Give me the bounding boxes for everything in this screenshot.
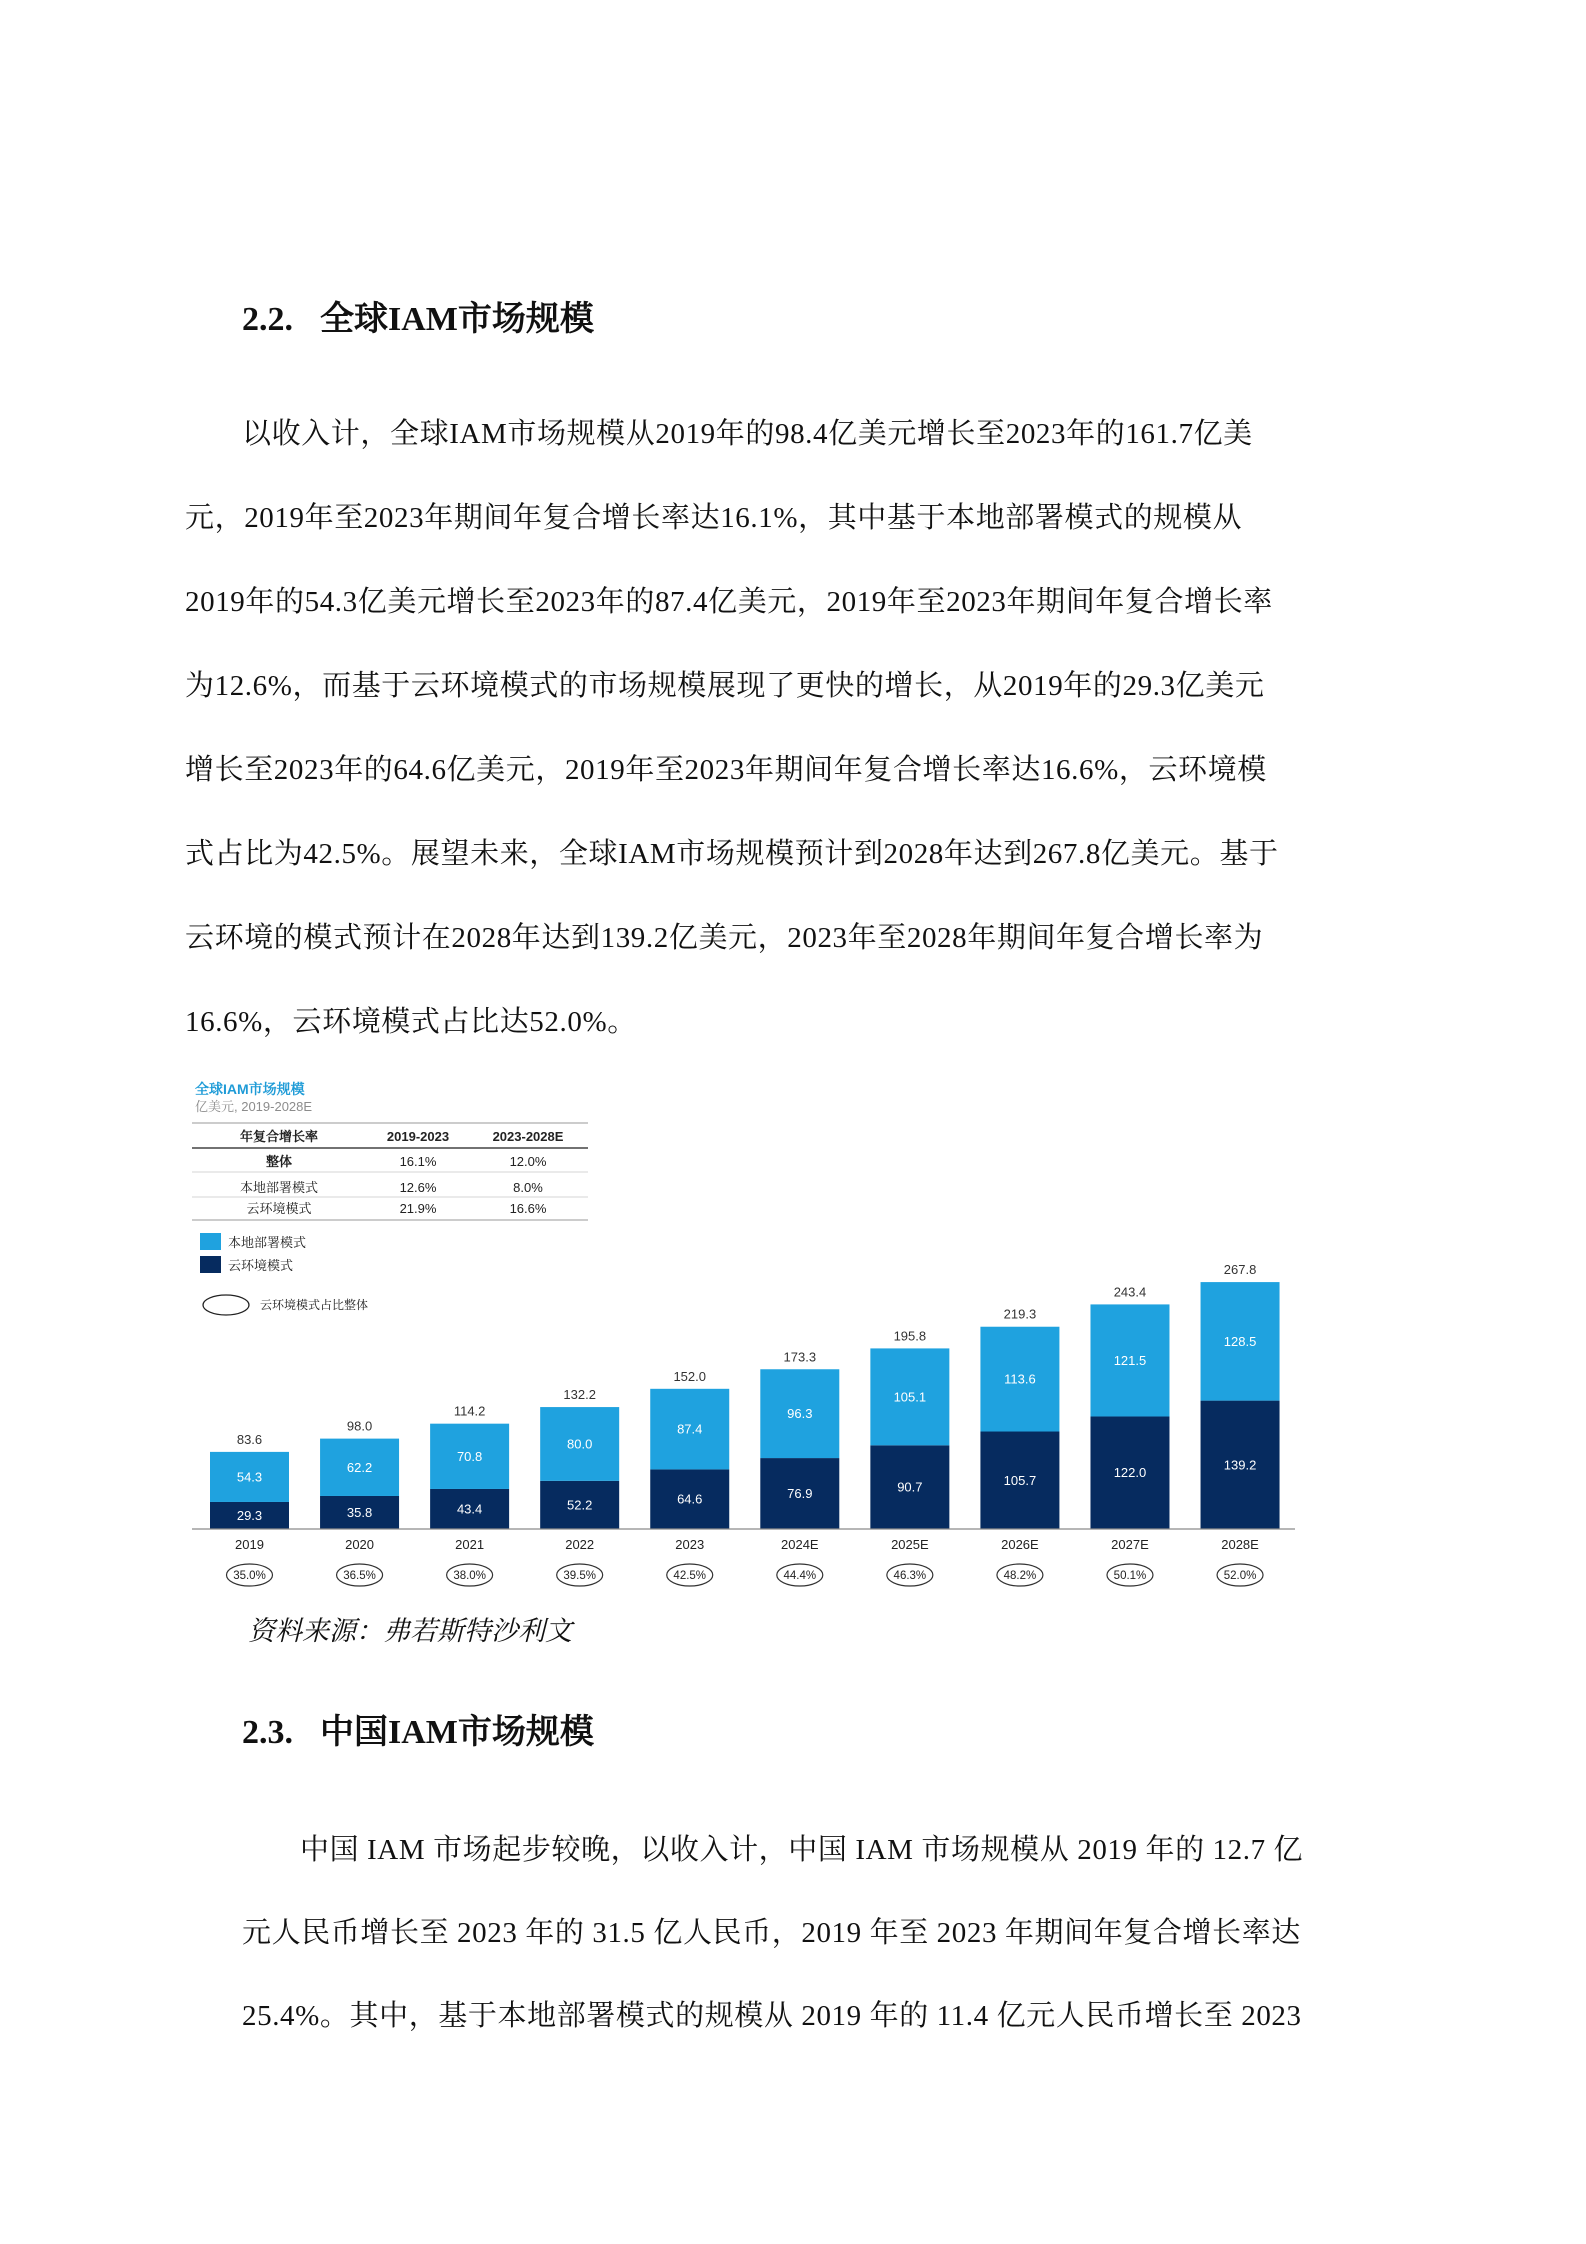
table-row-label: 本地部署模式 (239, 1180, 319, 1195)
table-header-cell: 2023-2028E (492, 1129, 564, 1144)
legend-swatch-local (200, 1233, 221, 1250)
bar-value-cloud-2024e: 76.9 (787, 1486, 813, 1502)
paragraph-line: 25.4%。其中，基于本地部署模式的规模从 2019 年的 11.4 亿元人民币增长至 2023 (242, 2000, 1302, 2032)
share-label-2025e: 46.3% (893, 1570, 927, 1582)
section-heading-2-2 (0, 298, 1000, 342)
bar-total-label-2020: 98.0 (346, 1418, 373, 1434)
global-iam-market-chart (180, 1070, 1310, 1595)
paragraph-line: 元人民币增长至 2023 年的 31.5 亿人民币，2019 年至 2023 年期间年复合增长率达 (242, 1917, 1301, 1949)
paragraph-line: 云环境的模式预计在2028年达到139.2亿美元，2023年至2028年期间年复合增长率为 (185, 922, 1264, 954)
bar-total-label-2022: 132.2 (563, 1387, 596, 1403)
share-label-2019: 35.0% (233, 1570, 266, 1582)
x-tick-label-2023: 2023 (675, 1537, 705, 1552)
x-tick-label-2022: 2022 (565, 1537, 595, 1552)
table-cell: 12.0% (509, 1154, 547, 1169)
share-label-2028e: 52.0% (1223, 1570, 1257, 1582)
share-label-2027e: 50.1% (1113, 1570, 1147, 1582)
section-title: 全球IAM市场规模 (320, 301, 594, 338)
bar-total-label-2023: 152.0 (673, 1368, 707, 1384)
share-label-2022: 39.5% (563, 1570, 596, 1582)
legend-swatch-cloud (200, 1256, 221, 1273)
bar-value-local-2022: 80.0 (567, 1436, 593, 1452)
table-cell: 21.9% (399, 1201, 437, 1216)
table-cell: 8.0% (513, 1180, 543, 1195)
bar-value-cloud-2020: 35.8 (346, 1504, 373, 1520)
figure-source: 资料来源：弗若斯特沙利文 (248, 1616, 572, 1646)
bar-total-label-2025e: 195.8 (893, 1328, 927, 1344)
x-tick-label-2024e: 2024E (781, 1537, 819, 1552)
paragraph-line: 中国 IAM 市场起步较晚，以收入计，中国 IAM 市场规模从 2019 年的 12.7 亿 (300, 1834, 1304, 1866)
paragraph-line: 元，2019年至2023年期间年复合增长率达16.1%，其中基于本地部署模式的规模从 (185, 502, 1243, 534)
x-tick-label-2021: 2021 (455, 1537, 485, 1552)
paragraph-line: 增长至2023年的64.6亿美元，2019年至2023年期间年复合增长率达16.6%，云环境模 (185, 754, 1267, 786)
cagr-table (192, 1123, 588, 1220)
table-cell: 12.6% (399, 1180, 437, 1195)
bar-value-cloud-2019: 29.3 (236, 1507, 263, 1523)
bar-value-local-2028e: 128.5 (1223, 1333, 1257, 1349)
bar-value-cloud-2025e: 90.7 (897, 1479, 923, 1495)
bar-total-label-2019: 83.6 (236, 1431, 263, 1447)
table-cell: 16.6% (509, 1201, 547, 1216)
bar-total-label-2021: 114.2 (453, 1403, 486, 1419)
chart-title: 全球IAM市场规模 (195, 1081, 305, 1097)
paragraph-line: 以收入计，全球IAM市场规模从2019年的98.4亿美元增长至2023年的161.7亿美 (242, 418, 1253, 450)
share-label-2026e: 48.2% (1003, 1570, 1037, 1582)
bar-total-label-2027e: 243.4 (1113, 1284, 1147, 1300)
bar-total-label-2028e: 267.8 (1223, 1262, 1257, 1278)
section-heading-2-3 (0, 1711, 1000, 1755)
legend-label-local: 本地部署模式 (228, 1235, 307, 1250)
x-tick-label-2025e: 2025E (891, 1537, 929, 1552)
section-number: 2.2. (242, 301, 293, 338)
share-label-2021: 38.0% (453, 1570, 486, 1582)
paragraph-line: 16.6%，云环境模式占比达52.0%。 (185, 1006, 637, 1038)
table-cell: 16.1% (399, 1154, 437, 1169)
share-label-2023: 42.5% (673, 1570, 707, 1582)
paragraph-line: 为12.6%，而基于云环境模式的市场规模展现了更快的增长，从2019年的29.3亿美元 (185, 670, 1265, 702)
x-tick-label-2028e: 2028E (1221, 1537, 1259, 1552)
bar-value-cloud-2026e: 105.7 (1003, 1472, 1037, 1488)
table-row-label: 整体 (265, 1154, 293, 1169)
legend-share-label: 云环境模式占比整体 (260, 1298, 369, 1312)
bar-value-cloud-2028e: 139.2 (1223, 1457, 1257, 1473)
bar-value-cloud-2027e: 122.0 (1113, 1465, 1147, 1481)
chart-legend (200, 1233, 368, 1315)
paragraph-line: 2019年的54.3亿美元增长至2023年的87.4亿美元，2019年至2023年期间年复合增长率 (185, 586, 1273, 618)
section-title: 中国IAM市场规模 (320, 1714, 594, 1751)
x-tick-label-2019: 2019 (235, 1537, 264, 1552)
share-label-2024e: 44.4% (783, 1570, 817, 1582)
bar-total-label-2024e: 173.3 (783, 1349, 817, 1365)
bar-total-label-2026e: 219.3 (1003, 1306, 1037, 1322)
paragraph-line: 式占比为42.5%。展望未来，全球IAM市场规模预计到2028年达到267.8亿美元。基于 (185, 838, 1279, 870)
table-row-label: 云环境模式 (246, 1201, 312, 1216)
share-label-2020: 36.5% (343, 1570, 376, 1582)
paragraph-global-iam (185, 392, 1385, 1064)
x-tick-label-2027e: 2027E (1111, 1537, 1149, 1552)
bar-value-local-2025e: 105.1 (893, 1389, 927, 1405)
x-tick-label-2026e: 2026E (1001, 1537, 1039, 1552)
legend-label-cloud: 云环境模式 (228, 1258, 294, 1273)
legend-share-marker (203, 1295, 249, 1315)
table-header-cell: 2019-2023 (386, 1129, 450, 1144)
x-tick-label-2020: 2020 (345, 1537, 375, 1552)
bar-value-local-2021: 70.8 (456, 1448, 483, 1464)
bar-value-cloud-2023: 64.6 (677, 1491, 703, 1507)
bar-value-local-2023: 87.4 (677, 1421, 703, 1437)
section-number: 2.3. (242, 1714, 293, 1751)
bar-value-local-2020: 62.2 (346, 1459, 373, 1475)
bar-value-local-2024e: 96.3 (787, 1406, 813, 1422)
paragraph-china-iam (242, 1809, 1392, 2058)
chart-subtitle: 亿美元, 2019-2028E (195, 1099, 313, 1114)
bar-value-local-2027e: 121.5 (1113, 1352, 1147, 1368)
bars-layer (210, 1262, 1280, 1586)
table-header-cell: 年复合增长率 (239, 1129, 319, 1144)
bar-value-cloud-2022: 52.2 (567, 1497, 593, 1513)
bar-value-local-2019: 54.3 (236, 1469, 263, 1485)
bar-value-cloud-2021: 43.4 (456, 1501, 483, 1517)
bar-value-local-2026e: 113.6 (1004, 1371, 1036, 1387)
